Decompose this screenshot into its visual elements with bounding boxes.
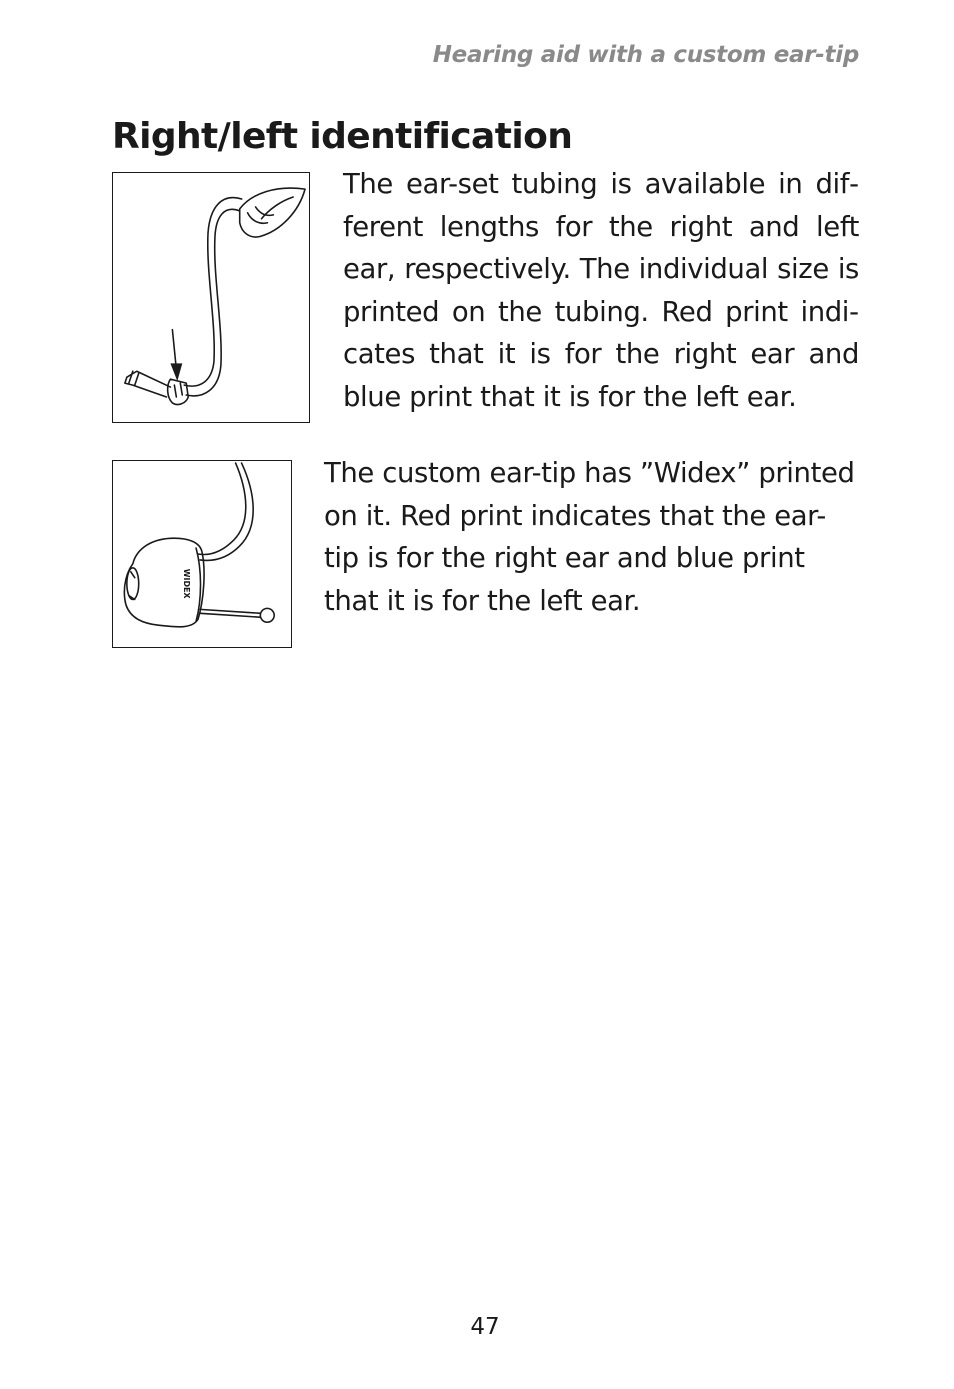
custom-ear-tip-drawing [113, 461, 291, 647]
custom-ear-tip-illustration [112, 460, 292, 648]
running-header: Hearing aid with a custom ear-tip [432, 42, 859, 68]
ear-tip-description: The custom ear-tip has ”Widex” printed on it. Red print indicates that the ear-tip is for the right ear and blue print that it is for the left ear. [324, 457, 855, 617]
section-title: Right/left identification [112, 116, 573, 157]
ear-set-tubing-illustration [112, 172, 310, 423]
page-number: 47 [470, 1314, 500, 1340]
widex-print-label: WIDEX [182, 568, 192, 599]
tubing-description: The ear-set tubing is available in different lengths for the right and left ear, respectively. The individual size is printed on the tubing. Red print indicates that it is for the right ear and blue print that it is for the left ear. [343, 168, 859, 413]
ear-set-tubing-drawing [113, 173, 309, 422]
